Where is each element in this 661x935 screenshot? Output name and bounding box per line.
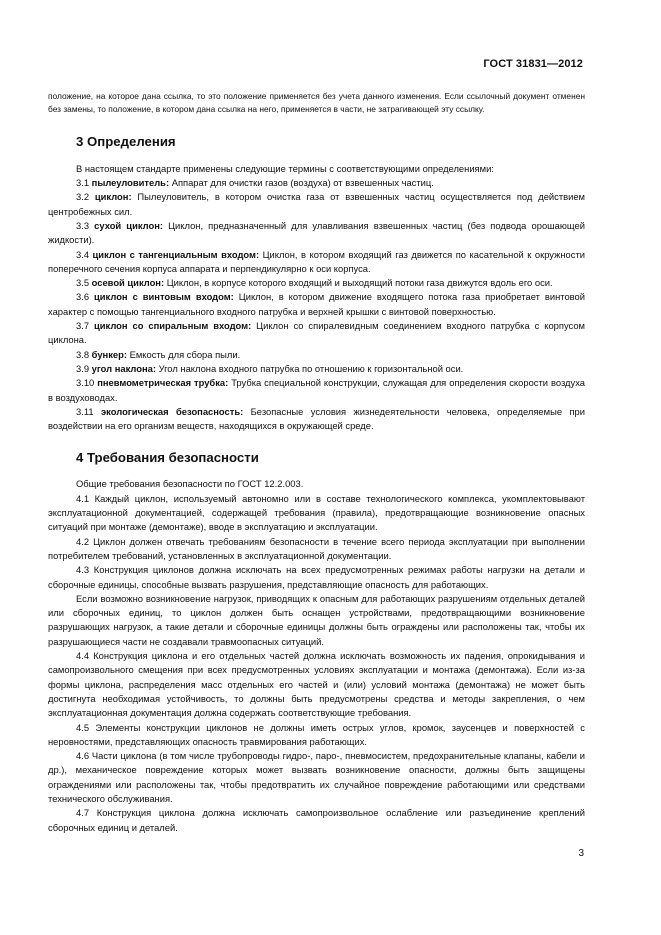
definition-item bbox=[48, 376, 585, 405]
definition-number: 3.2 bbox=[76, 191, 90, 203]
requirement-paragraph: 4.3 Конструкция циклонов должна исключать на всех предусмотренных режимах работы нагрузки на детали и сборочные единицы, способные вызвать разрушения, представляющие опасность для работающих. bbox=[48, 564, 585, 590]
definition-item bbox=[48, 219, 585, 248]
definition-number: 3.3 bbox=[76, 220, 90, 231]
definition-text: Циклон со спиралевидным соединением входного патрубка с корпусом циклона. bbox=[48, 320, 585, 346]
requirement-paragraph: 4.1 Каждый циклон, используемый автономно или в составе технологического комплекса, укомплектовывают эксплуатационной документацией, содержащей требования (правила), предотвращающие возникновение опасных ситуаций при монтаже (демонтаже), вводе в эксплуатацию и эксплуатации. bbox=[48, 492, 585, 533]
definition-term: циклон: bbox=[94, 191, 132, 203]
page-number: 3 bbox=[578, 848, 584, 859]
definition-term: пневмометрическая трубка: bbox=[97, 377, 229, 389]
section-3-title: 3 Определения bbox=[76, 133, 176, 149]
definition-text: Угол наклона входного патрубка по отношению к горизонтальной оси. bbox=[158, 362, 464, 374]
definition-term: экологическая безопасность: bbox=[101, 405, 244, 417]
definition-term: пылеуловитель: bbox=[91, 177, 170, 189]
definitions-list bbox=[48, 176, 585, 433]
definition-item bbox=[48, 248, 585, 277]
definition-item bbox=[48, 276, 585, 290]
definition-number: 3.5 bbox=[76, 277, 90, 289]
definition-number: 3.11 bbox=[76, 405, 94, 417]
definition-item bbox=[48, 190, 585, 219]
definition-text: Пылеуловитель, в котором очистка газа от взвешенных частиц осуществляется под действием центробежных сил. bbox=[48, 191, 585, 217]
requirement-paragraph: 4.4 Конструкция циклона и его отдельных частей должна исключать возможность их падения, опрокидывания и самопроизвольного смещения при всех предусмотренных условиях эксплуатации и монтажа (демонтажа). Если из-за формы циклона, распределения масс отдельных его частей и (или) условий монтажа (демонтажа) не может быть достигнута необходимая устойчивость, то должны быть предусмотрены средства и методы закрепления, о чем эксплуатационная документация должна содержать соответствующие требования. bbox=[48, 650, 585, 719]
document-header: ГОСТ 31831—2012 bbox=[483, 58, 583, 70]
definition-item bbox=[48, 176, 585, 190]
definition-term: осевой циклон: bbox=[91, 277, 165, 289]
definition-term: циклон со спиральным входом: bbox=[94, 320, 252, 332]
page-content bbox=[48, 90, 585, 835]
section-3-lead: В настоящем стандарте применены следующие термины с соответствующими определениями: bbox=[76, 162, 494, 174]
definition-text: Безопасные условия жизнедеятельности человека, определяемые при воздействии на его организм веществ, находящихся в окружающей среде. bbox=[48, 405, 585, 432]
requirement-paragraph: 4.7 Конструкция циклона должна исключать самопроизвольное ослабление или разъединение креплений сборочных единиц и деталей. bbox=[48, 807, 585, 833]
requirement-paragraph: Общие требования безопасности по ГОСТ 12.2.003. bbox=[76, 478, 304, 490]
definition-number: 3.10 bbox=[76, 377, 95, 389]
section-4-title: 4 Требования безопасности bbox=[76, 450, 259, 466]
definition-term: угол наклона: bbox=[91, 362, 156, 374]
definition-number: 3.8 bbox=[76, 348, 90, 360]
definition-item bbox=[48, 319, 585, 348]
definition-number: 3.9 bbox=[76, 362, 90, 374]
definition-number: 3.1 bbox=[76, 177, 90, 189]
definition-text: Циклон, в котором движение входящего потока газа приобретает винтовой характер с помощью тангенциального входного патрубка и верхней крышки с винтовой поверхностью. bbox=[48, 291, 585, 317]
definition-term: циклон с тангенциальным входом: bbox=[92, 248, 260, 260]
definition-text: Трубка специальной конструкции, служащая для определения скорости воздуха в воздуховодах. bbox=[48, 377, 585, 403]
definition-text: Емкость для сбора пыли. bbox=[129, 348, 241, 360]
definition-item bbox=[48, 290, 585, 319]
definition-text: Аппарат для очистки газов (воздуха) от взвешенных частиц. bbox=[171, 177, 434, 189]
definition-term: циклон с винтовым входом: bbox=[94, 291, 234, 303]
definition-number: 3.7 bbox=[76, 320, 90, 332]
requirement-paragraph: Если возможно возникновение нагрузок, приводящих к опасным для работающих разрушениям отдельных деталей или сборочных единиц, то циклон должен быть оснащен устройствами, предотвращающими возникновение разрушающих нагрузок, а такие детали и сборочные единицы должны быть ограждены или расположены так, чтобы их разрушающиеся части не создавали травмоопасных ситуаций. bbox=[48, 592, 585, 647]
definition-text: Циклон, в корпусе которого входящий и выходящий потоки газа движутся вдоль его оси. bbox=[166, 277, 553, 289]
definition-text: Циклон, в котором входящий газ движется по касательной к окружности поперечного сечения корпуса аппарата и перпендикулярно к оси корпуса. bbox=[48, 248, 585, 274]
definition-item bbox=[48, 362, 585, 376]
requirement-paragraph: 4.6 Части циклона (в том числе трубопроводы гидро-, паро-, пневмосистем, предохранительные клапаны, кабели и др.), механическое повреждение которых может вызвать возникновение опасности, должны быть защищены ограждениями или расположены так, чтобы предотвратить их случайное повреждение работающими или средствами технического обслуживания. bbox=[48, 750, 585, 804]
definition-term: сухой циклон: bbox=[94, 220, 163, 231]
requirement-paragraph: 4.2 Циклон должен отвечать требованиям безопасности в течение всего периода эксплуатации при выполнении потребителем требований, установленных в эксплуатационной документации. bbox=[48, 535, 585, 561]
definition-text: Циклон, предназначенный для улавливания взвешенных частиц (без подвода орошающей жидкости). bbox=[48, 220, 585, 246]
definition-term: бункер: bbox=[91, 348, 127, 360]
definition-item bbox=[48, 348, 585, 362]
definition-number: 3.6 bbox=[76, 291, 90, 303]
definition-item bbox=[48, 405, 585, 434]
intro-paragraph: положение, на которое дана ссылка, то это положение применяется без учета данного изменения. Если ссылочный документ отменен без замены, то положение, в котором дана ссылка на него, применяется в части, не затрагивающей эту ссылку. bbox=[48, 91, 585, 114]
definition-number: 3.4 bbox=[76, 248, 90, 260]
requirements-list bbox=[48, 477, 585, 834]
requirement-paragraph: 4.5 Элементы конструкции циклонов не должны иметь острых углов, кромок, заусенцев и поверхностей с неровностями, представляющих опасность травмирования работающих. bbox=[48, 721, 585, 747]
